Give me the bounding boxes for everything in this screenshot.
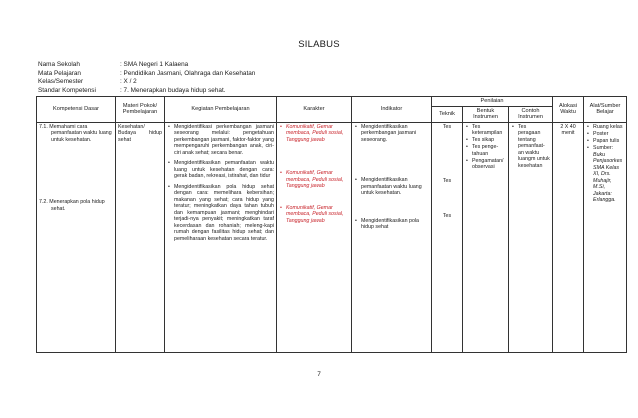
list-item: • Mengidentifikasikan perkembangan jasmani seseorang. [354, 124, 429, 144]
info-row-kelas [38, 78, 255, 87]
header-indikator: Indikator [352, 97, 432, 123]
list-item: • Mengidentifikasikan pola hidup sehat [354, 218, 429, 231]
list-item: • Mengidentifikasikan pemanfaatan waktu luang untuk kesehatan dengan cara: gerak badan, rekreasi, istirahat, dan tidur [167, 160, 274, 180]
list-item: • Sumber: [586, 145, 624, 152]
kompetensi-cell [37, 122, 116, 352]
header-karakter: Karakter [277, 97, 352, 123]
teknik-item: Tes [442, 212, 452, 219]
header-bentuk: Bentuk Instrumen [463, 106, 509, 122]
info-row-standar [38, 87, 255, 96]
indikator-cell [352, 122, 432, 352]
info-label: Standar Kompetensi [38, 86, 96, 94]
contoh-cell [509, 122, 553, 352]
info-value: : X / 2 [120, 78, 137, 86]
sumber-text: Buku Penjasorkes SMA Kelas XI, Drs. Muhajir, M.Si, Jakarta: Erlangga. [593, 151, 623, 204]
header-kegiatan: Kegiatan Pembelajaran [165, 97, 277, 123]
info-row-sekolah [38, 61, 255, 70]
list-item: • Pengamatan/ observasi [465, 158, 506, 171]
header-alat: Alat/Sumber Belajar [584, 97, 627, 123]
list-item: • Mengidentifikasikan pemanfaatan waktu luang untuk kesehatan. [354, 177, 429, 197]
info-row-mapel [38, 70, 255, 79]
list-item: • Ruang kelas [586, 124, 624, 131]
materi-cell: Kesehatan/ Budaya hidup sehat [116, 122, 165, 352]
list-item: • Tes sikap [465, 137, 506, 144]
teknik-cell [432, 122, 463, 352]
list-item: • Tes keterampilan [465, 124, 506, 137]
list-item: • Komunikatif, Gemar membaca, Peduli sosial, Tanggung jawab [279, 124, 349, 144]
info-value: : Pendidikan Jasmani, Olahraga dan Kesehatan [120, 69, 256, 77]
list-item: • Komunikatif, Gemar membaca, Peduli sosial, Tanggung jawab [279, 205, 349, 225]
header-row [37, 97, 627, 107]
page-number: 7 [317, 371, 321, 378]
alokasi-cell: 2 X 40 menit [553, 122, 584, 352]
list-item: • Komunikatif, Gemar membaca, Peduli sosial, Tanggung jawab [279, 170, 349, 190]
kompetensi-item: 7.2. Menerapkan pola hidup sehat. [39, 199, 105, 212]
teknik-item: Tes [442, 178, 452, 185]
info-label: Kelas/Semester [38, 78, 84, 86]
info-label: Nama Sekolah [38, 61, 80, 68]
teknik-item: Tes [442, 123, 452, 130]
header-alokasi: Alokasi Waktu [553, 97, 584, 123]
bentuk-cell [463, 122, 509, 352]
kompetensi-item: 7.1. Memahami cara pemanfaatan waktu luang untuk kesehatan. [39, 123, 112, 143]
list-item: • Poster [586, 131, 624, 138]
list-item: • Tes peragaan tentang pemanfaat-an waktu luangm untuk kesehatan [511, 124, 550, 170]
header-teknik: Teknik [432, 106, 463, 122]
header-contoh: Contoh Instrumen [509, 106, 553, 122]
document-title: SILABUS [298, 39, 340, 50]
alat-cell [584, 122, 627, 352]
document-info [38, 61, 255, 95]
header-materi: Materi Pokok/ Pembelajaran [116, 97, 165, 123]
info-value: : SMA Negeri 1 Kalaena [120, 61, 189, 68]
info-value: : 7. Menerapkan budaya hidup sehat. [120, 86, 226, 94]
header-kompetensi: Kompetensi Dasar [37, 97, 116, 123]
header-penilaian: Penilaian [432, 97, 553, 107]
list-item: • Papan tulis [586, 138, 624, 145]
list-item: • Mengidentifikasikan pola hidup sehat dengan cara: memelihara kebersihan; makanan yang sehat; cara hidup yang teratur; meningkatkan daya tahan tubuh dan kemampuan jasmani; menghindari terjadi-nya penyakit; meningkatkan taraf kecerdasan dan rohaniah; meleng-kapi rumah dengan fasilitas hidup sehat; dan pemeliharaan kesehatan secara teratur. [167, 184, 274, 243]
karakter-cell [277, 122, 352, 352]
syllabus-table [36, 96, 627, 353]
kegiatan-cell [165, 122, 277, 352]
list-item: • Mengidentifikasi perkembangan jasmani seseorang melalui: pengetahuan perkembangan jasmani, faktor-faktor yang mempengaruhi perkembangan anak, ciri-ciri anak sehat; secara benar. [167, 124, 274, 157]
table-row [37, 122, 627, 352]
info-label: Mata Pelajaran [38, 69, 81, 77]
list-item: • Tes penge-tahuan [465, 144, 506, 157]
